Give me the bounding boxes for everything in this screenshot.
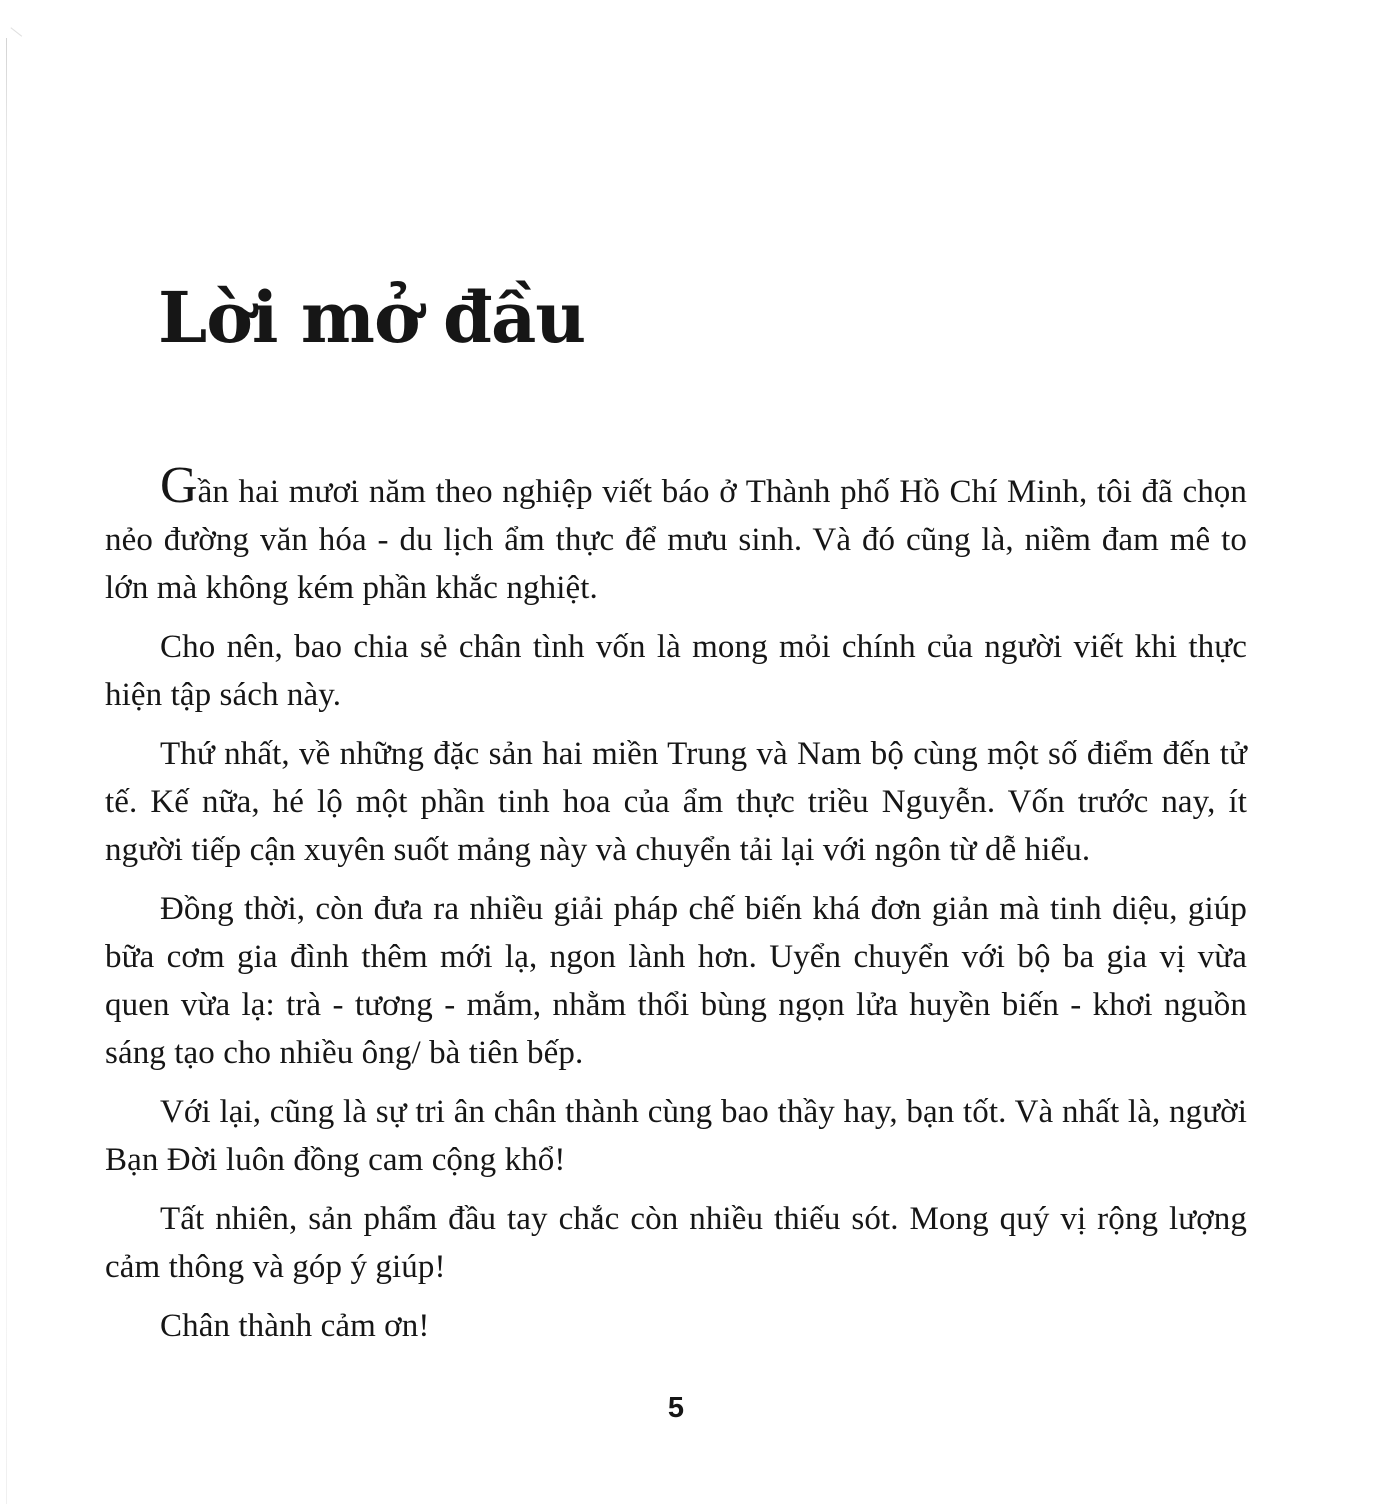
paragraph xyxy=(105,1195,1247,1291)
body-text xyxy=(105,457,1247,1361)
paragraph-text: Chân thành cảm ơn! xyxy=(160,1308,430,1344)
paragraph-text: Với lại, cũng là sự tri ân chân thành cùng bao thầy hay, bạn tốt. Và nhất là, người Bạn Đời luôn đồng cam cộng khổ! xyxy=(105,1094,1247,1178)
lead-initial-letter: G xyxy=(160,457,198,514)
paragraph-text: ần hai mươi năm theo nghiệp viết báo ở Thành phố Hồ Chí Minh, tôi đã chọn nẻo đường văn hóa - du lịch ẩm thực để mưu sinh. Và đó cũng là, niềm đam mê to lớn mà không kém phần khắc nghiệt. xyxy=(105,474,1247,606)
page-title: Lời mở đầu xyxy=(158,276,586,359)
paragraph xyxy=(105,1302,1247,1350)
page-number: 5 xyxy=(667,1392,685,1424)
paragraph-text: Thứ nhất, về những đặc sản hai miền Trung và Nam bộ cùng một số điểm đến tử tế. Kế nữa, hé lộ một phần tinh hoa của ẩm thực triều Nguyễn. Vốn trước nay, ít người tiếp cận xuyên suốt mảng này và chuyển tải lại với ngôn từ dễ hiểu. xyxy=(105,736,1247,868)
paragraph-text: Đồng thời, còn đưa ra nhiều giải pháp chế biến khá đơn giản mà tinh diệu, giúp bữa cơm gia đình thêm mới lạ, ngon lành hơn. Uyển chuyển với bộ ba gia vị vừa quen vừa lạ: trà - tương - mắm, nhằm thổi bùng ngọn lửa huyền biến - khơi nguồn sáng tạo cho nhiều ông/ bà tiên bếp. xyxy=(105,891,1247,1071)
paragraph xyxy=(105,457,1247,612)
paragraph xyxy=(105,623,1247,719)
paragraph xyxy=(105,885,1247,1077)
page-corner-scan-artifact xyxy=(2,27,22,47)
paragraph-text: Cho nên, bao chia sẻ chân tình vốn là mong mỏi chính của người viết khi thực hiện tập sách này. xyxy=(105,629,1247,713)
paragraph xyxy=(105,1088,1247,1184)
paragraph-text: Tất nhiên, sản phẩm đầu tay chắc còn nhiều thiếu sót. Mong quý vị rộng lượng cảm thông và góp ý giúp! xyxy=(105,1201,1247,1285)
page-edge-scan-artifact xyxy=(6,38,7,1504)
paragraph xyxy=(105,730,1247,874)
